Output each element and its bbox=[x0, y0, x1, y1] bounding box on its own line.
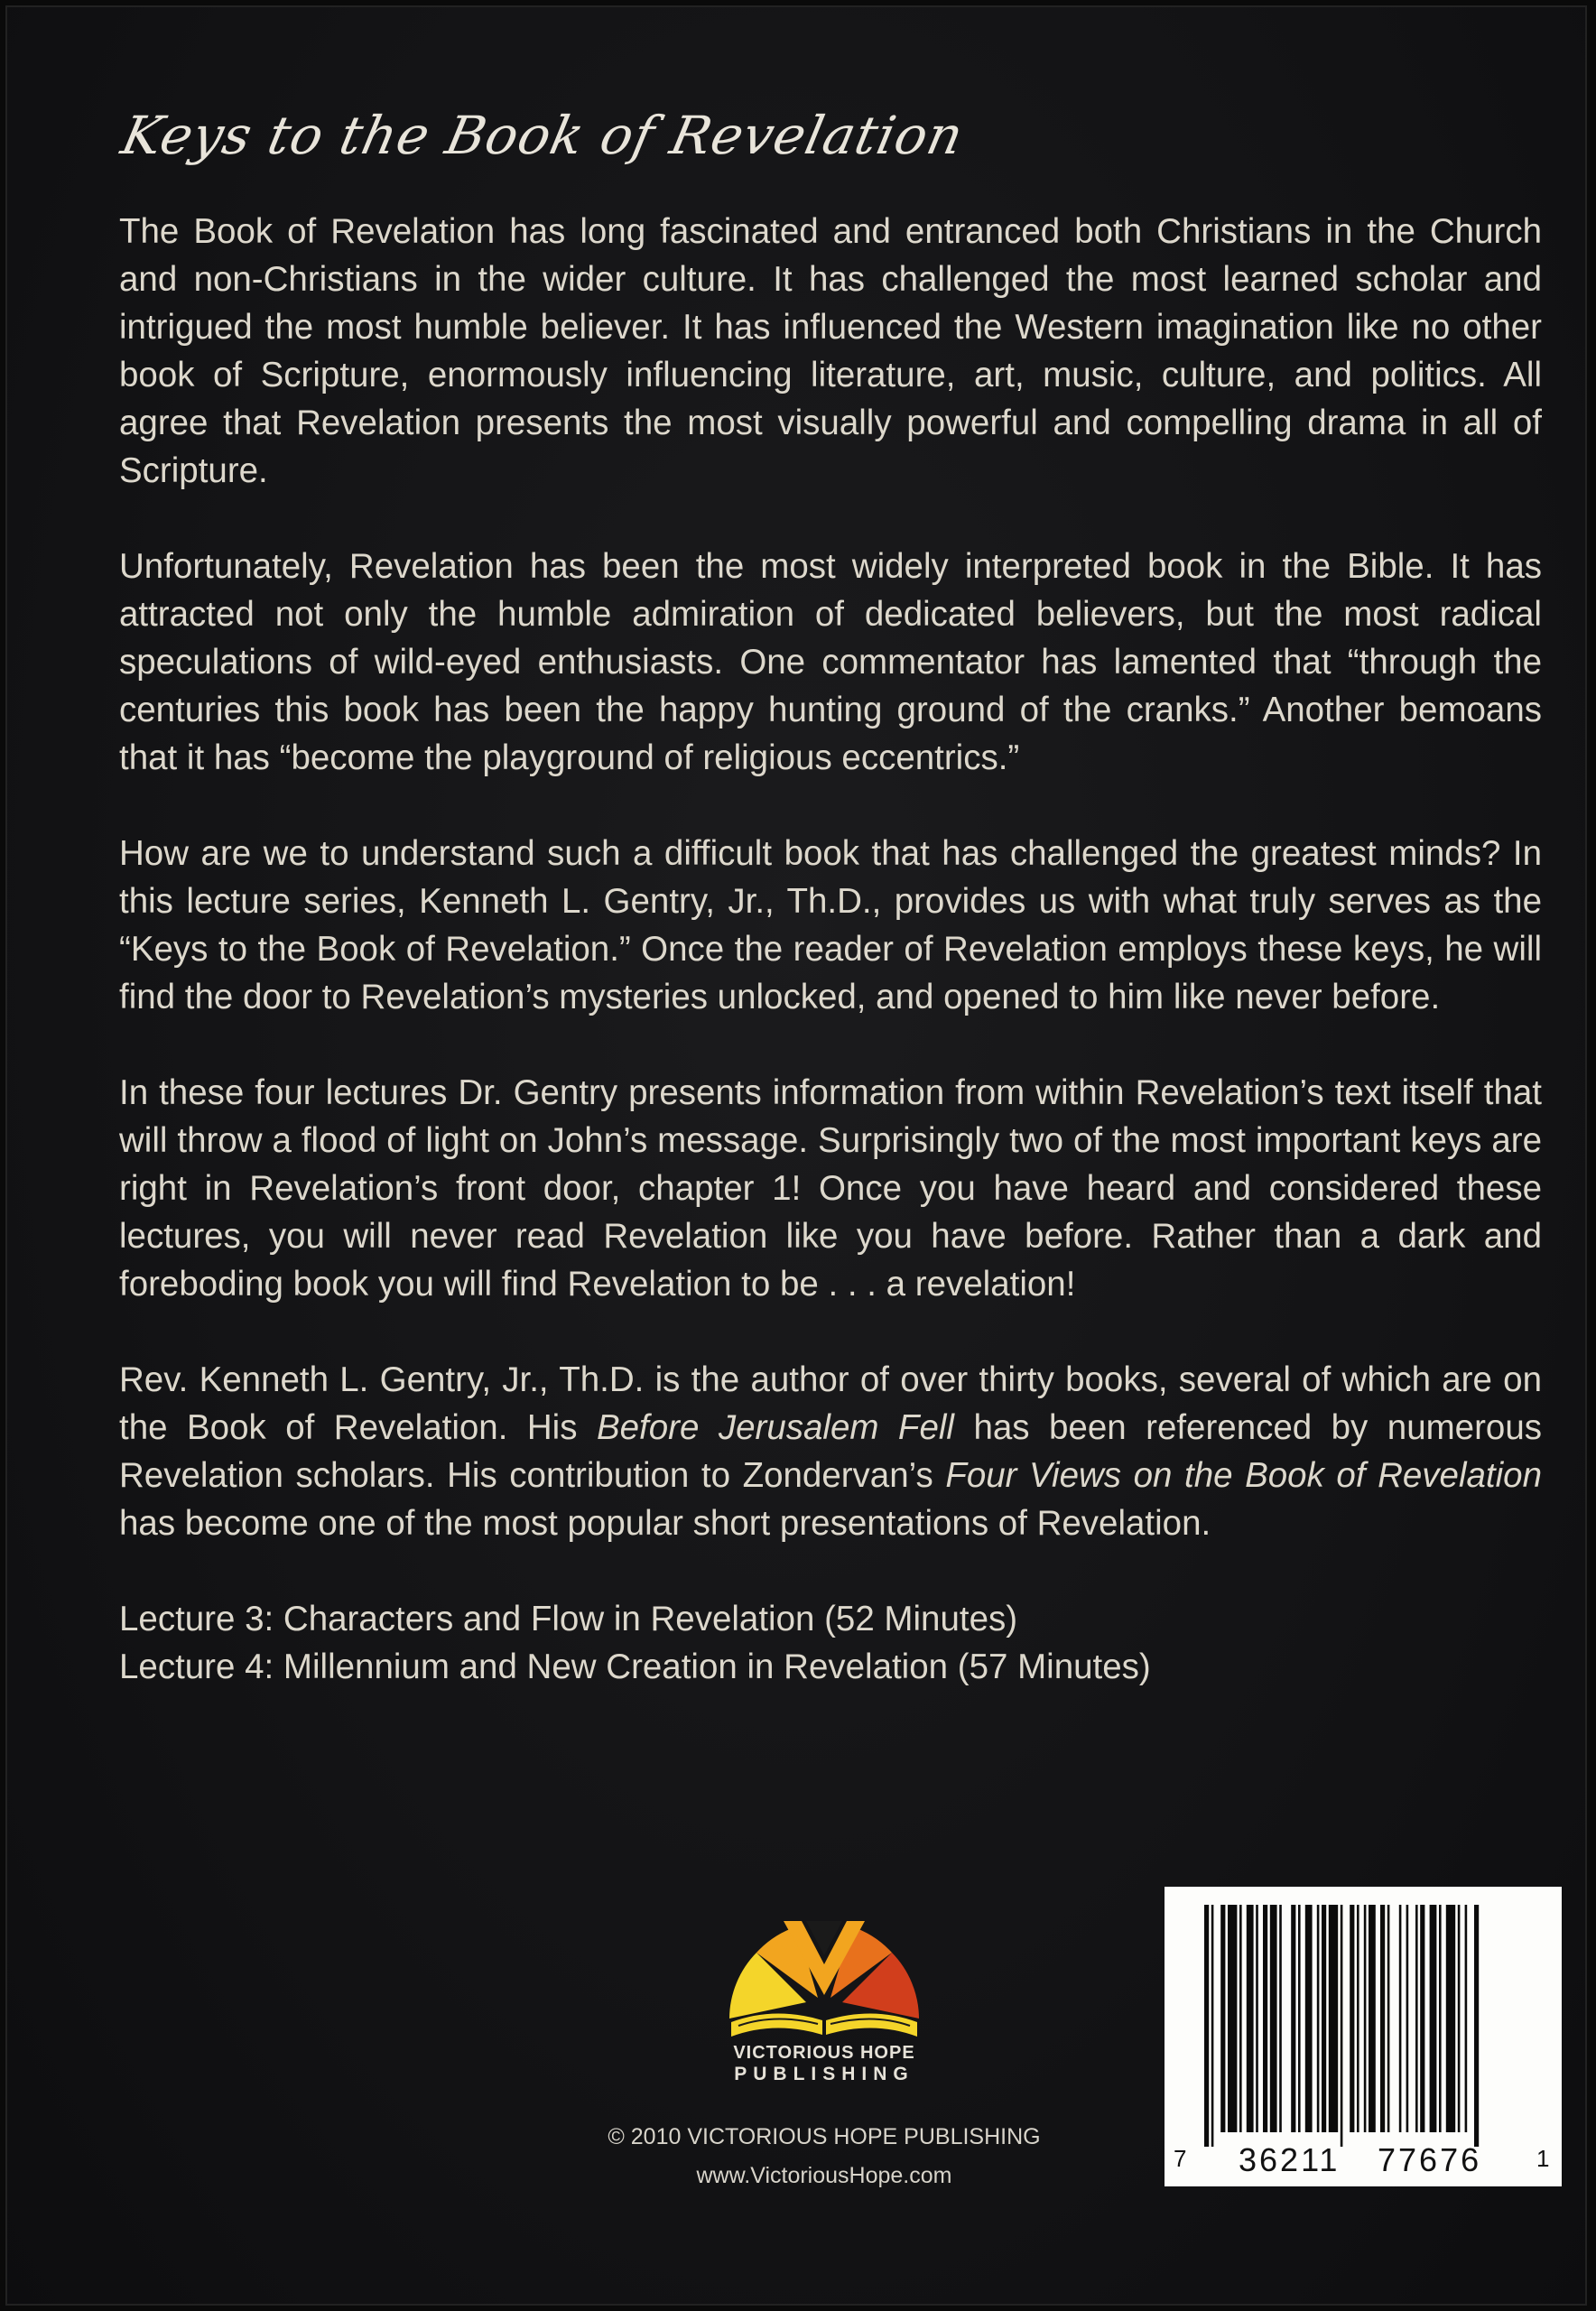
cover-title: Keys to the Book of Revelation bbox=[116, 105, 970, 166]
barcode-bar bbox=[1387, 1905, 1390, 2132]
barcode-bar bbox=[1446, 1905, 1455, 2132]
website-link[interactable]: www.VictoriousHope.com bbox=[696, 2163, 952, 2188]
barcode-bar bbox=[1263, 1905, 1267, 2132]
paragraph-intro: The Book of Revelation has long fascinated and entranced both Christians in the Church and non-Christians in the wider culture. It has challenged the most learned scholar and intrigued the most humble believer. It has influenced the Western imagination like no other book of Scripture, enormously influencing literature, art, music, culture, and politics. All agree that Revelation presents the most visually powerful and compelling drama in all of Scripture. bbox=[119, 212, 1542, 490]
barcode-bar bbox=[1256, 1905, 1258, 2132]
sunrise-open-book-logo-icon bbox=[720, 1912, 928, 2038]
lecture-item: Lecture 3: Characters and Flow in Revelation (52 Minutes) bbox=[119, 1600, 1018, 1638]
book-title-four-views: Four Views on the Book of Revelation bbox=[945, 1456, 1543, 1495]
paragraph-keys: How are we to understand such a difficult book that has challenged the greatest minds? In this lecture series, Kenneth L. Gentry, Jr., Th.D., provides us with what truly serves as the “Keys to the Book of Revelation.” Once the reader of Revelation employs these keys, he will find the door to Revelation’s mysteries unlocked, and opened to him like never before. bbox=[119, 834, 1542, 1016]
barcode-bar bbox=[1317, 1905, 1320, 2132]
copyright-notice: © 2010 VICTORIOUS HOPE PUBLISHING bbox=[608, 2124, 1041, 2149]
barcode-bar bbox=[1298, 1905, 1301, 2132]
barcode-bars-icon bbox=[1165, 1887, 1562, 2149]
publisher-name bbox=[657, 2042, 991, 2085]
barcode-bar bbox=[1247, 1905, 1254, 2132]
barcode-bar bbox=[1239, 1905, 1242, 2132]
upc-barcode bbox=[1165, 1887, 1562, 2186]
paragraph-author-bio: Rev. Kenneth L. Gentry, Jr., Th.D. is the author of over thirty books, several of which are on the Book of Revelation. His Before Jerusalem Fell has been referenced by numerous Revelation scholars. His contribution to Zondervan’s Four Views on the Book of Revelation has become one of the most popular short presentations of Revelation. bbox=[119, 1360, 1543, 1543]
barcode-digit-last: 1 bbox=[1536, 2145, 1550, 2172]
barcode-bar bbox=[1350, 1905, 1354, 2132]
publisher-name-line2: PUBLISHING bbox=[734, 2064, 914, 2084]
barcode-bar bbox=[1270, 1905, 1277, 2132]
barcode-bar bbox=[1415, 1905, 1418, 2132]
barcode-bar bbox=[1204, 1905, 1209, 2147]
barcode-digits-right: 77676 bbox=[1378, 2141, 1482, 2178]
barcode-bar bbox=[1458, 1905, 1461, 2132]
book-title-before-jerusalem-fell: Before Jerusalem Fell bbox=[596, 1408, 954, 1447]
description-text bbox=[119, 208, 1542, 1691]
barcode-bar bbox=[1329, 1905, 1338, 2132]
barcode-bar bbox=[1406, 1905, 1409, 2132]
barcode-bar bbox=[1430, 1905, 1437, 2132]
barcode-bar bbox=[1439, 1905, 1442, 2132]
barcode-digits bbox=[1165, 2141, 1562, 2177]
barcode-digits-left: 36211 bbox=[1239, 2141, 1341, 2178]
barcode-bar bbox=[1420, 1905, 1424, 2132]
barcode-digit-first: 7 bbox=[1174, 2145, 1187, 2172]
barcode-bar bbox=[1305, 1905, 1313, 2132]
barcode-bar bbox=[1364, 1905, 1367, 2132]
barcode-bar bbox=[1322, 1905, 1326, 2132]
publisher-logo bbox=[702, 1912, 946, 2043]
barcode-bar bbox=[1357, 1905, 1359, 2132]
barcode-bar bbox=[1399, 1905, 1402, 2132]
barcode-bar bbox=[1279, 1905, 1282, 2132]
paragraph-lectures-summary: In these four lectures Dr. Gentry presents information from within Revelation’s text itself that will throw a flood of light on John’s message. Surprisingly two of the most important keys are right in Revelation’s front door, chapter 1! Once you have heard and considered these lectures, you will never read Revelation like you have before. Rather than a dark and foreboding book you will find Revelation to be . . . a revelation! bbox=[119, 1073, 1542, 1304]
back-cover bbox=[5, 5, 1587, 2306]
barcode-bar bbox=[1228, 1905, 1237, 2132]
barcode-bar bbox=[1369, 1905, 1376, 2132]
barcode-bar bbox=[1341, 1905, 1343, 2147]
publisher-name-line1: VICTORIOUS HOPE bbox=[733, 2043, 915, 2063]
barcode-bar bbox=[1220, 1905, 1225, 2132]
barcode-bar bbox=[1380, 1905, 1385, 2132]
barcode-bar bbox=[1291, 1905, 1295, 2132]
barcode-bar bbox=[1474, 1905, 1479, 2147]
barcode-bar bbox=[1465, 1905, 1468, 2132]
paragraph-interpretation: Unfortunately, Revelation has been the most widely interpreted book in the Bible. It has attracted not only the humble admiration of dedicated believers, but the most radical speculations of wild-eyed enthusiasts. One commentator has lamented that “through the centuries this book has been the happy hunting ground of the cranks.” Another bemoans that it has “become the playground of religious eccentrics.” bbox=[119, 547, 1542, 777]
lecture-item: Lecture 4: Millennium and New Creation in Revelation (57 Minutes) bbox=[119, 1647, 1151, 1686]
barcode-bar bbox=[1211, 1905, 1214, 2147]
lecture-list bbox=[119, 1595, 1542, 1691]
